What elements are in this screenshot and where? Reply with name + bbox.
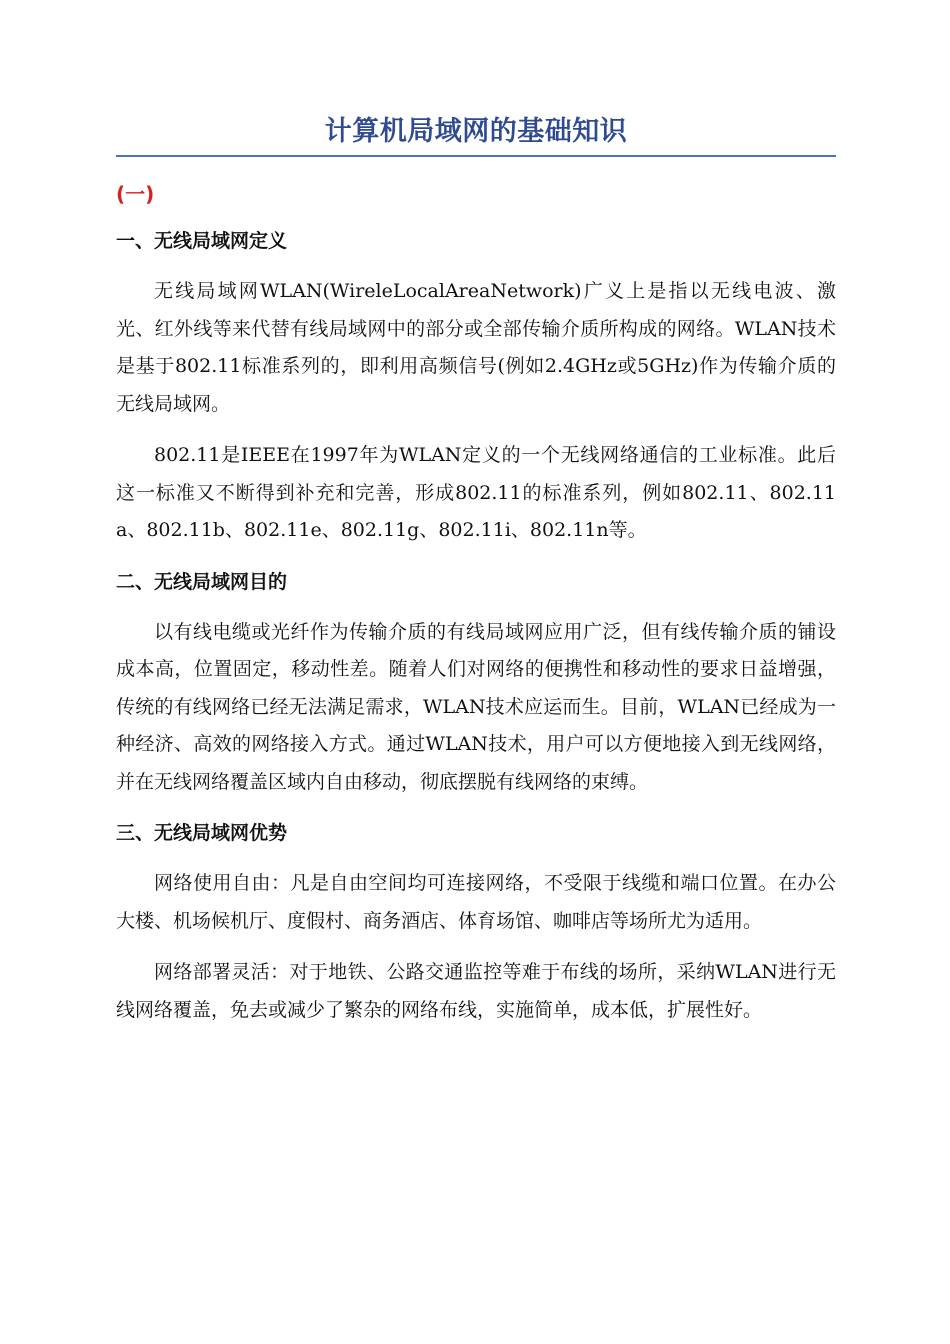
section-heading-purpose: 二、无线局域网目的 [116,570,288,593]
paragraph-definition-2: 802.11是IEEE在1997年为WLAN定义的一个无线网络通信的工业标准。此后这一标准又不断得到补充和完善，形成802.11的标准系列，例如802.11、802.11a、802.11b、802.11e、802.11g、802.11i、802.11n等。 [116,444,836,541]
section-heading-definition: 一、无线局域网定义 [116,230,288,252]
part-label: (一) [116,182,155,206]
paragraph-advantages-2: 网络部署灵活：对于地铁、公路交通监控等难于布线的场所，采纳WLAN进行无线网络覆盖，免去或减少了繁杂的网络布线，实施简单，成本低，扩展性好。 [116,961,836,1021]
section-heading-advantages: 三、无线局域网优势 [116,822,288,844]
paragraph-advantages-1: 网络使用自由：凡是自由空间均可连接网络，不受限于线缆和端口位置。在办公大楼、机场候机厅、度假村、商务酒店、体育场馆、咖啡店等场所尤为适用。 [116,872,836,932]
document-page [116,112,836,1029]
paragraph-definition-1: 无线局域网WLAN(WireleLocalAreaNetwork)广义上是指以无线电波、激光、红外线等来代替有线局域网中的部分或全部传输介质所构成的网络。WLAN技术是基于802.11标准系列的，即利用高频信号(例如2.4GHz或5GHz)作为传输介质的无线局域网。 [116,280,836,415]
document-title: 计算机局域网的基础知识 [116,112,836,157]
paragraph-purpose-1: 以有线电缆或光纤作为传输介质的有线局域网应用广泛，但有线传输介质的铺设成本高，位置固定，移动性差。随着人们对网络的便携性和移动性的要求日益增强，传统的有线网络已经无法满足需求，WLAN技术应运而生。目前，WLAN已经成为一种经济、高效的网络接入方式。通过WLAN技术，用户可以方便地接入到无线网络，并在无线网络覆盖区域内自由移动，彻底摆脱有线网络的束缚。 [116,620,836,793]
